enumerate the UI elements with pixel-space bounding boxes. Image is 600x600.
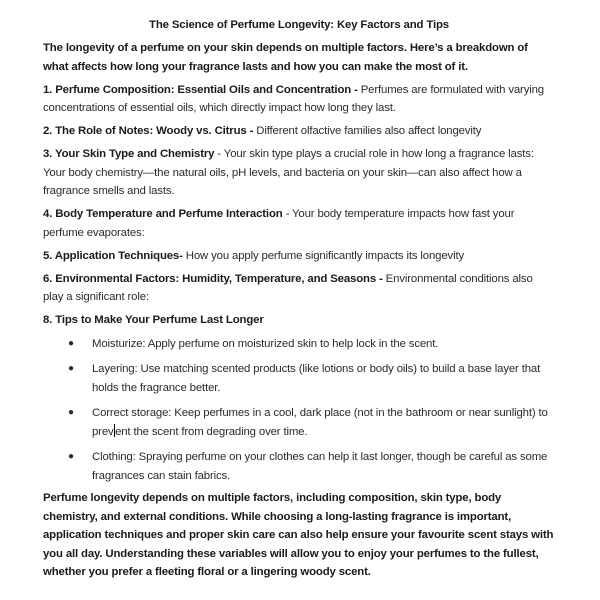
section-paragraph <box>43 247 555 266</box>
section-heading: 4. Body Temperature and Perfume Interaction <box>43 208 283 220</box>
bullet-icon: ● <box>68 337 74 349</box>
section-body: Environmental conditions also play a significant role: <box>43 272 533 303</box>
tip-text-after-caret: ent the scent from degrading over time. <box>115 425 308 438</box>
bullet-icon: ● <box>68 451 74 462</box>
section-paragraph <box>43 270 555 307</box>
section-heading: 3. Your Skin Type and Chemistry <box>43 148 215 160</box>
tip-text: Clothing: Spraying perfume on your clothes can help it last longer, though be careful as some fragrances can stain fabrics. <box>92 451 548 482</box>
section-paragraph <box>43 122 555 141</box>
tip-text <box>92 404 555 441</box>
tip-item <box>43 360 555 397</box>
section-heading: 1. Perfume Composition: Essential Oils and Concentration - <box>43 83 358 96</box>
section-body: - Your skin type plays a crucial role in how long a fragrance lasts: Your body chemistry—the natural oils, pH levels, and bacteria on your skin—can also affect how a fragrance smells and lasts. <box>43 148 534 197</box>
tips-list <box>43 335 555 486</box>
tip-item <box>43 448 555 485</box>
document-title: The Science of Perfume Longevity: Key Factors and Tips <box>149 19 449 31</box>
tip-item <box>43 335 555 354</box>
section-paragraph <box>43 81 555 118</box>
section-heading: 5. Application Techniques- <box>43 249 183 262</box>
section-paragraph <box>43 145 555 201</box>
bullet-icon: ● <box>68 407 74 418</box>
tip-text-before-caret: Correct storage: Keep perfumes in a cool, dark place (not in the bathroom or near sunlight) to prev <box>92 407 548 438</box>
section-paragraph <box>43 311 555 330</box>
tip-text: Moisturize: Apply perfume on moisturized skin to help lock in the scent. <box>92 337 439 350</box>
intro-paragraph: The longevity of a perfume on your skin depends on multiple factors. Here’s a breakdown of what affects how long your fragrance lasts and how you can make the most of it. <box>43 42 528 73</box>
section-body: Perfumes are formulated with varying concentrations of essential oils, which directly impact how long they last. <box>43 83 544 114</box>
section-heading: 8. Tips to Make Your Perfume Last Longer <box>43 314 264 326</box>
tip-item <box>43 404 555 441</box>
bullet-icon: ● <box>68 363 74 374</box>
section-body: Different olfactive families also affect longevity <box>253 125 482 137</box>
conclusion-paragraph: Perfume longevity depends on multiple factors, including composition, skin type, body chemistry, and external conditions. While choosing a long-lasting fragrance is important, application techniques and proper skin care can also help ensure your favourite scent stays with you all day. Understanding these variables will allow you to enjoy your perfumes to the fullest, whether you prefer a fleeting floral or a lingering woody scent. <box>43 492 554 578</box>
section-paragraph <box>43 205 555 242</box>
section-body: How you apply perfume significantly impacts its longevity <box>182 249 465 262</box>
section-heading: 6. Environmental Factors: Humidity, Temperature, and Seasons - <box>43 272 383 285</box>
section-heading: 2. The Role of Notes: Woody vs. Citrus - <box>43 125 254 137</box>
section-body: - Your body temperature impacts how fast your perfume evaporates: <box>43 208 515 239</box>
tip-text: Layering: Use matching scented products (like lotions or body oils) to build a base layer that holds the fragrance better. <box>92 363 541 394</box>
